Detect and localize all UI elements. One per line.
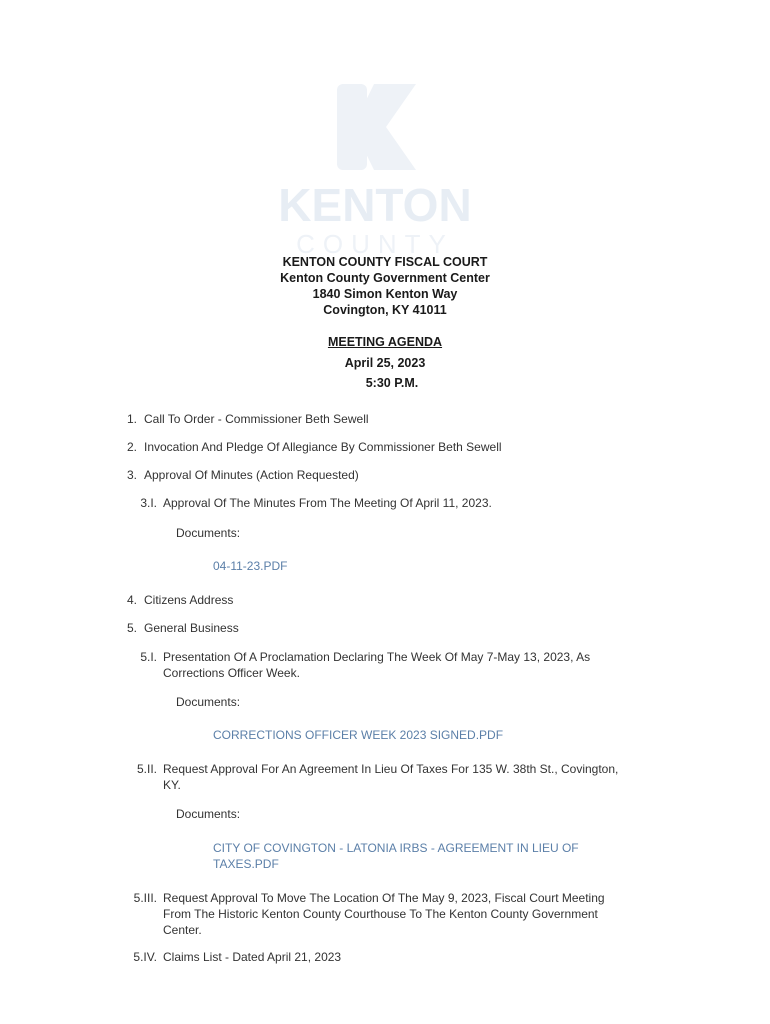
- agenda-title: MEETING AGENDA: [327, 335, 443, 349]
- documents-label: Documents:: [176, 807, 241, 821]
- item-number: 5.IV.: [133, 950, 157, 964]
- agenda-date: April 25, 2023: [344, 355, 426, 370]
- item-text: Call To Order - Commissioner Beth Sewell: [144, 412, 369, 426]
- logo-county-text: COUNTY: [296, 229, 454, 254]
- documents-label: Documents:: [176, 695, 241, 709]
- item-number: 2.: [126, 440, 137, 454]
- item-number: 5.III.: [133, 891, 157, 905]
- item-text: Claims List - Dated April 21, 2023: [163, 950, 342, 964]
- agenda-item-5-4: [0, 950, 770, 966]
- item-text: Approval Of The Minutes From The Meeting Of April 11, 2023.: [163, 496, 492, 510]
- agenda-item-5-2: [0, 762, 770, 794]
- city-address: Covington, KY 41011: [323, 303, 447, 317]
- agenda-item-4: [0, 593, 770, 609]
- document-link-line-2[interactable]: TAXES.PDF: [213, 857, 279, 871]
- item-number: 5.I.: [140, 650, 157, 664]
- agenda-item-5-3: [0, 891, 770, 939]
- item-text-line-1: Presentation Of A Proclamation Declaring The Week Of May 7-May 13, 2023, As: [163, 650, 591, 664]
- document-link-line-1[interactable]: CITY OF COVINGTON - LATONIA IRBS - AGREEMENT IN LIEU OF: [213, 841, 579, 855]
- item-text-line-3: Center.: [163, 923, 202, 937]
- item-text-line-2: Corrections Officer Week.: [163, 666, 300, 680]
- item-number: 1.: [126, 412, 137, 426]
- item-text: General Business: [144, 621, 239, 635]
- item-text-line-1: Request Approval To Move The Location Of The May 9, 2023, Fiscal Court Meeting: [163, 891, 605, 905]
- item-number: 4.: [126, 593, 137, 607]
- agenda-item-3: [0, 468, 770, 484]
- item-text-line-1: Request Approval For An Agreement In Lieu Of Taxes For 135 W. 38th St., Covington,: [163, 762, 619, 776]
- item-text: Approval Of Minutes (Action Requested): [144, 468, 359, 482]
- logo-kenton-text: KENTON: [278, 179, 472, 231]
- street-address: 1840 Simon Kenton Way: [312, 287, 458, 301]
- venue-name: Kenton County Government Center: [280, 271, 490, 285]
- court-header: [0, 254, 770, 318]
- agenda-item-5: [0, 621, 770, 637]
- agenda-item-5-1: [0, 650, 770, 682]
- item-text: Citizens Address: [144, 593, 234, 607]
- item-number: 3.I.: [140, 496, 157, 510]
- kenton-county-logo: [270, 82, 480, 254]
- document-link-minutes[interactable]: 04-11-23.PDF: [213, 559, 288, 573]
- court-name: KENTON COUNTY FISCAL COURT: [282, 255, 488, 269]
- agenda-time: 5:30 P.M.: [365, 376, 419, 390]
- agenda-item-3-1: [0, 496, 770, 512]
- agenda-item-2: [0, 440, 770, 456]
- documents-label: Documents:: [176, 526, 241, 540]
- item-text-line-2: KY.: [163, 778, 181, 792]
- item-text-line-2: From The Historic Kenton County Courthouse To The Kenton County Government: [163, 907, 598, 921]
- item-number: 5.II.: [136, 762, 157, 776]
- agenda-item-1: [0, 412, 770, 428]
- item-text: Invocation And Pledge Of Allegiance By Commissioner Beth Sewell: [144, 440, 502, 454]
- item-number: 3.: [126, 468, 137, 482]
- document-link-corrections[interactable]: CORRECTIONS OFFICER WEEK 2023 SIGNED.PDF: [213, 728, 504, 742]
- item-number: 5.: [126, 621, 137, 635]
- agenda-heading: [0, 332, 770, 394]
